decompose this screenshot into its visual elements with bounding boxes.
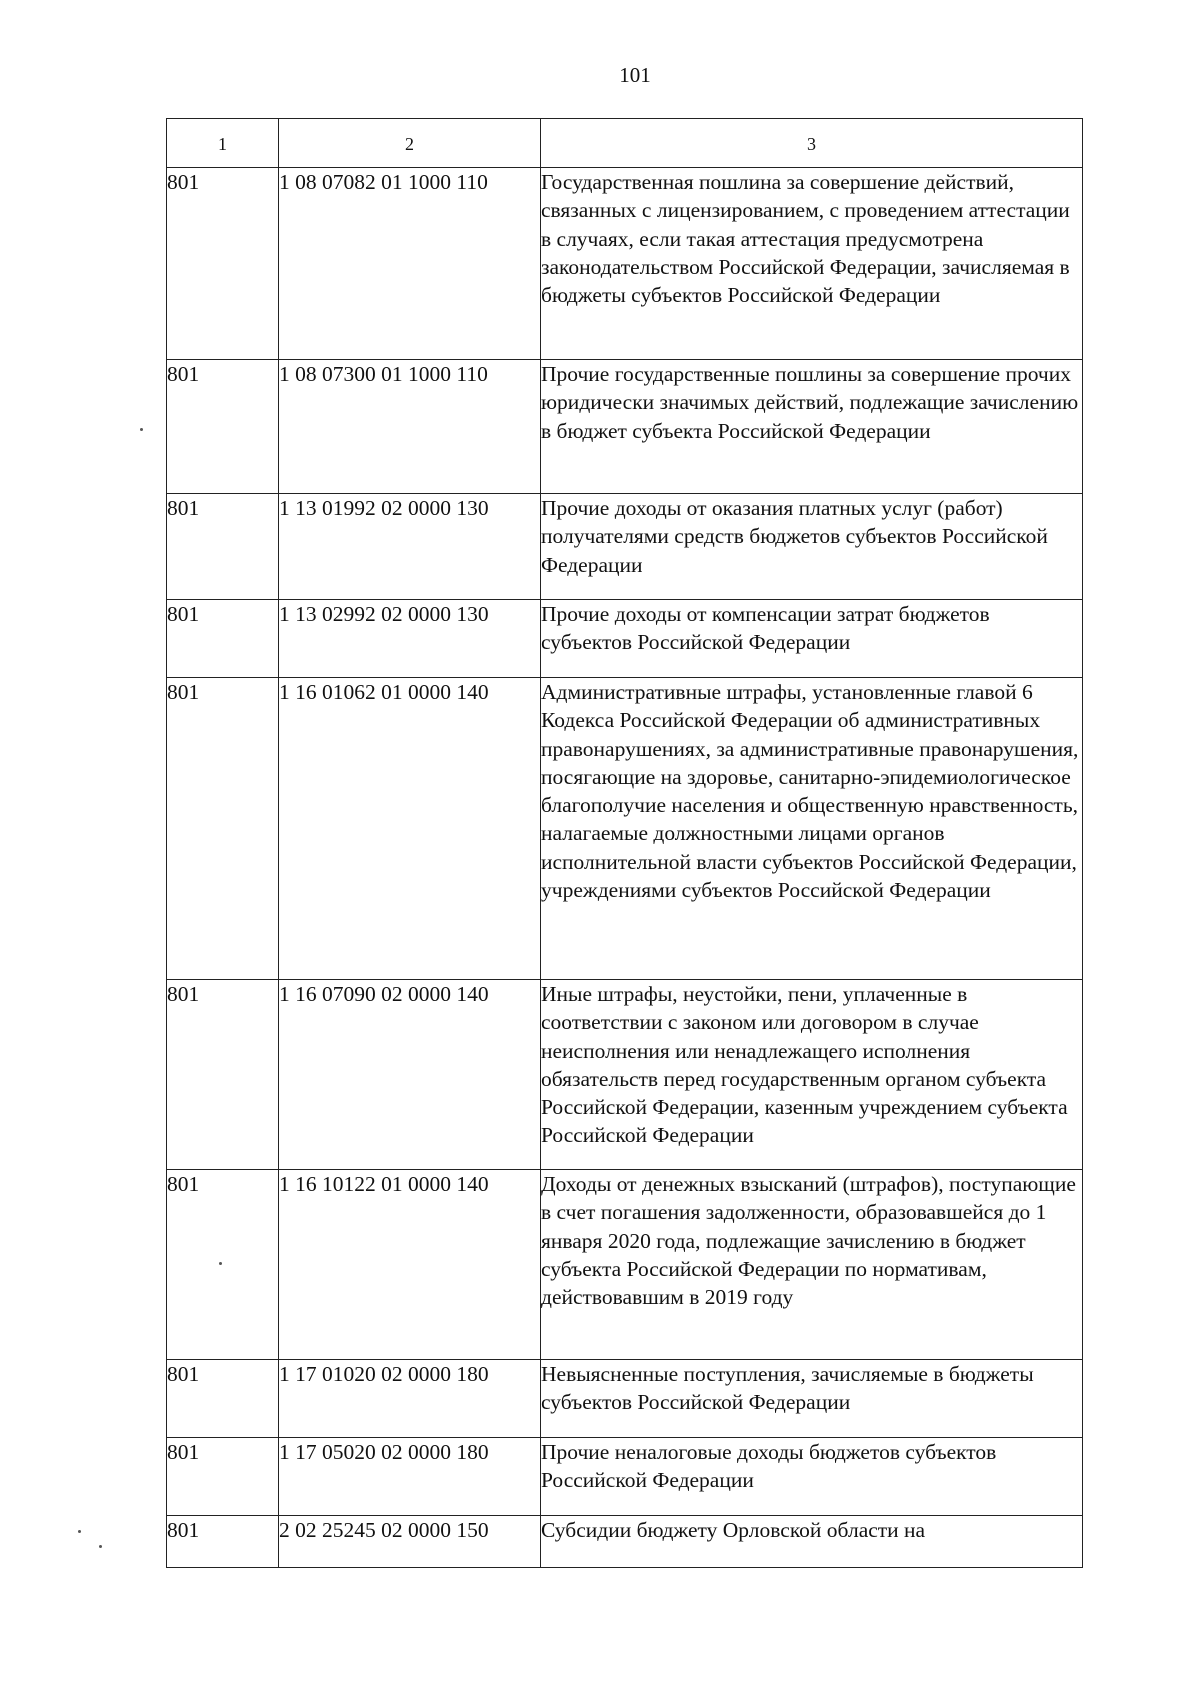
revenue-codes-table <box>166 118 1083 1568</box>
revenue-name-cell: Прочие неналоговые доходы бюджетов субъектов Российской Федерации <box>541 1438 1083 1516</box>
kbk-code-cell: 1 16 10122 01 0000 140 <box>279 1170 541 1360</box>
table-row <box>167 1438 1083 1516</box>
table-header-row <box>167 119 1083 168</box>
kbk-code-cell: 1 17 05020 02 0000 180 <box>279 1438 541 1516</box>
scan-speck <box>78 1530 81 1533</box>
table-row <box>167 360 1083 494</box>
table-row <box>167 168 1083 360</box>
table-row <box>167 678 1083 980</box>
column-header-3: 3 <box>541 119 1083 168</box>
admin-code-cell: 801 <box>167 1438 279 1516</box>
table-row <box>167 494 1083 600</box>
admin-code-cell: 801 <box>167 980 279 1170</box>
kbk-code-cell: 1 13 02992 02 0000 130 <box>279 600 541 678</box>
kbk-code-cell: 1 17 01020 02 0000 180 <box>279 1360 541 1438</box>
revenue-name-cell: Иные штрафы, неустойки, пени, уплаченные в соответствии с законом или договором в случае неисполнения или ненадлежащего исполнения обязательств перед государственным органом субъекта Российской Федерации, казенным учреждением субъекта Российской Федерации <box>541 980 1083 1170</box>
scan-speck <box>99 1545 102 1548</box>
revenue-name-cell: Субсидии бюджету Орловской области на <box>541 1516 1083 1568</box>
revenue-name-cell: Прочие государственные пошлины за совершение прочих юридически значимых действий, подлежащие зачислению в бюджет субъекта Российской Федерации <box>541 360 1083 494</box>
table-row <box>167 1516 1083 1568</box>
table-row <box>167 1360 1083 1438</box>
revenue-name-cell: Административные штрафы, установленные главой 6 Кодекса Российской Федерации об административных правонарушениях, за административные правонарушения, посягающие на здоровье, санитарно-эпидемиологическое благополучие населения и общественную нравственность, налагаемые должностными лицами органов исполнительной власти субъектов Российской Федерации, учреждениями субъектов Российской Федерации <box>541 678 1083 980</box>
kbk-code-cell: 1 16 07090 02 0000 140 <box>279 980 541 1170</box>
revenue-name-cell: Невыясненные поступления, зачисляемые в бюджеты субъектов Российской Федерации <box>541 1360 1083 1438</box>
page-number: 101 <box>619 63 651 87</box>
admin-code-cell: 801 <box>167 360 279 494</box>
revenue-name-cell: Прочие доходы от компенсации затрат бюджетов субъектов Российской Федерации <box>541 600 1083 678</box>
revenue-name-cell: Государственная пошлина за совершение действий, связанных с лицензированием, с проведением аттестации в случаях, если такая аттестация предусмотрена законодательством Российской Федерации, зачисляемая в бюджеты субъектов Российской Федерации <box>541 168 1083 360</box>
kbk-code-cell: 1 16 01062 01 0000 140 <box>279 678 541 980</box>
column-header-2: 2 <box>279 119 541 168</box>
column-header-1: 1 <box>167 119 279 168</box>
admin-code-cell: 801 <box>167 600 279 678</box>
revenue-name-cell: Доходы от денежных взысканий (штрафов), поступающие в счет погашения задолженности, образовавшейся до 1 января 2020 года, подлежащие зачислению в бюджет субъекта Российской Федерации по нормативам, действовавшим в 2019 году <box>541 1170 1083 1360</box>
admin-code-cell: 801 <box>167 168 279 360</box>
table-row <box>167 1170 1083 1360</box>
kbk-code-cell: 2 02 25245 02 0000 150 <box>279 1516 541 1568</box>
admin-code-cell: 801 <box>167 678 279 980</box>
table-row <box>167 600 1083 678</box>
admin-code-cell: 801 <box>167 1516 279 1568</box>
kbk-code-cell: 1 08 07300 01 1000 110 <box>279 360 541 494</box>
revenue-name-cell: Прочие доходы от оказания платных услуг (работ) получателями средств бюджетов субъектов Российской Федерации <box>541 494 1083 600</box>
table-row <box>167 980 1083 1170</box>
admin-code-cell: 801 <box>167 494 279 600</box>
scan-speck <box>219 1262 222 1265</box>
admin-code-cell: 801 <box>167 1360 279 1438</box>
scan-speck <box>140 428 143 431</box>
kbk-code-cell: 1 08 07082 01 1000 110 <box>279 168 541 360</box>
admin-code-cell: 801 <box>167 1170 279 1360</box>
kbk-code-cell: 1 13 01992 02 0000 130 <box>279 494 541 600</box>
